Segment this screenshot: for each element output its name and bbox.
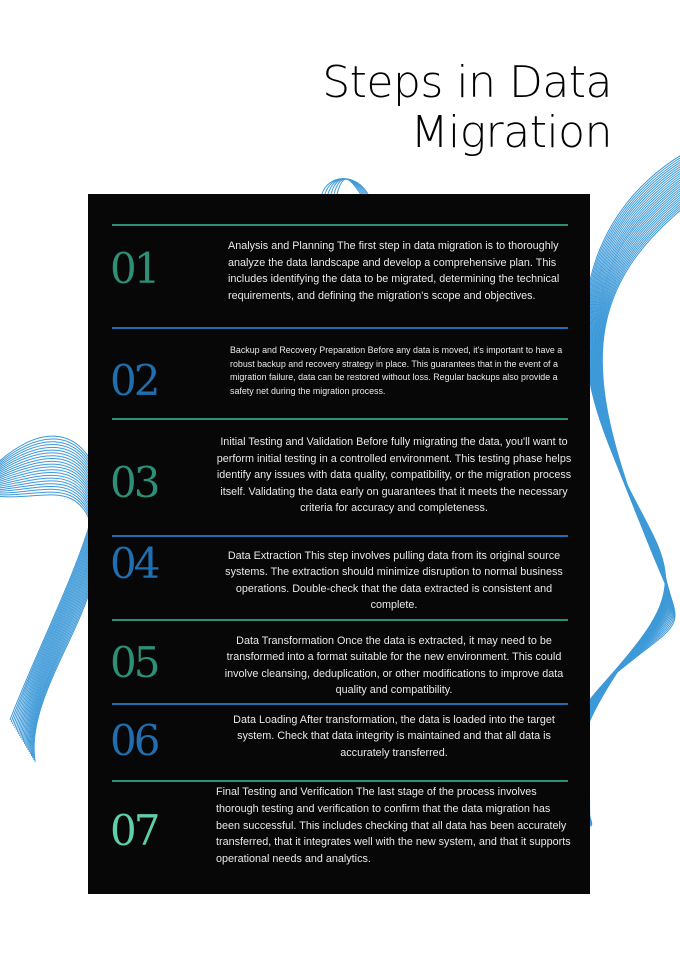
wave-line <box>0 492 97 760</box>
divider-rule <box>112 703 568 705</box>
page-title <box>192 58 612 158</box>
divider-rule <box>112 619 568 621</box>
divider-rule <box>112 224 568 226</box>
title-line-2: Migration <box>410 107 612 158</box>
divider-rule <box>112 327 568 329</box>
step-text-05: Data Transformation Once the data is extracted, it may need to be transformed into a format suitable for the new environment. This could involve cleansing, deduplication, or other modifications to improve data quality and compatibility. <box>224 635 564 697</box>
step-text-06: Data Loading After transformation, the data is loaded into the target system. Check that data integrity is maintained and that all data is accurately transferred. <box>233 714 555 759</box>
wave-line <box>0 481 97 752</box>
divider-rule <box>112 535 568 537</box>
step-number-07: 07 <box>110 806 158 855</box>
steps-panel <box>88 194 590 894</box>
step-number-02: 02 <box>110 356 158 405</box>
step-text-02: Backup and Recovery Preparation Before any data is moved, it's important to have a robust backup and recovery strategy in place. This guarantees that in the event of a migration failure, data can be restored without loss. Regular backups also provide a safety net during the migration process. <box>230 345 563 396</box>
wave-line <box>577 182 680 816</box>
wave-line <box>0 473 97 746</box>
divider-rule <box>112 418 568 420</box>
wave-line <box>0 486 97 756</box>
title-line-1: Steps in Data <box>322 57 612 108</box>
step-text-01: Analysis and Planning The first step in data migration is to thoroughly analyze the data landscape and develop a comprehensive plan. This includes identifying the data to be migrated, determining the technical requirements, and defining the migration's scope and objectives. <box>228 240 560 302</box>
step-text-07: Final Testing and Verification The last stage of the process involves thorough testing and verification to confirm that the data migration has been successful. This includes checking that all data has been accurately transferred, that it integrates well with the new system, and that it supports operational needs and analytics. <box>216 786 571 866</box>
step-number-03: 03 <box>110 458 158 507</box>
step-number-06: 06 <box>110 716 158 765</box>
step-text-03: Initial Testing and Validation Before fully migrating the data, you'll want to perform initial testing in a controlled environment. This testing phase helps identify any issues with data quality, compatibility, or the migration process itself. Validating the data early on guarantees that it meets the necessary criteria for accuracy and completeness. <box>216 436 572 515</box>
divider-rule <box>112 780 568 782</box>
step-number-05: 05 <box>110 638 158 687</box>
step-number-04: 04 <box>110 539 158 588</box>
step-text-04: Data Extraction This step involves pulling data from its original source systems. The extraction should minimize disruption to normal business operations. Double-check that the data extracted is consistent and complete. <box>225 550 563 612</box>
step-number-01: 01 <box>110 244 158 293</box>
